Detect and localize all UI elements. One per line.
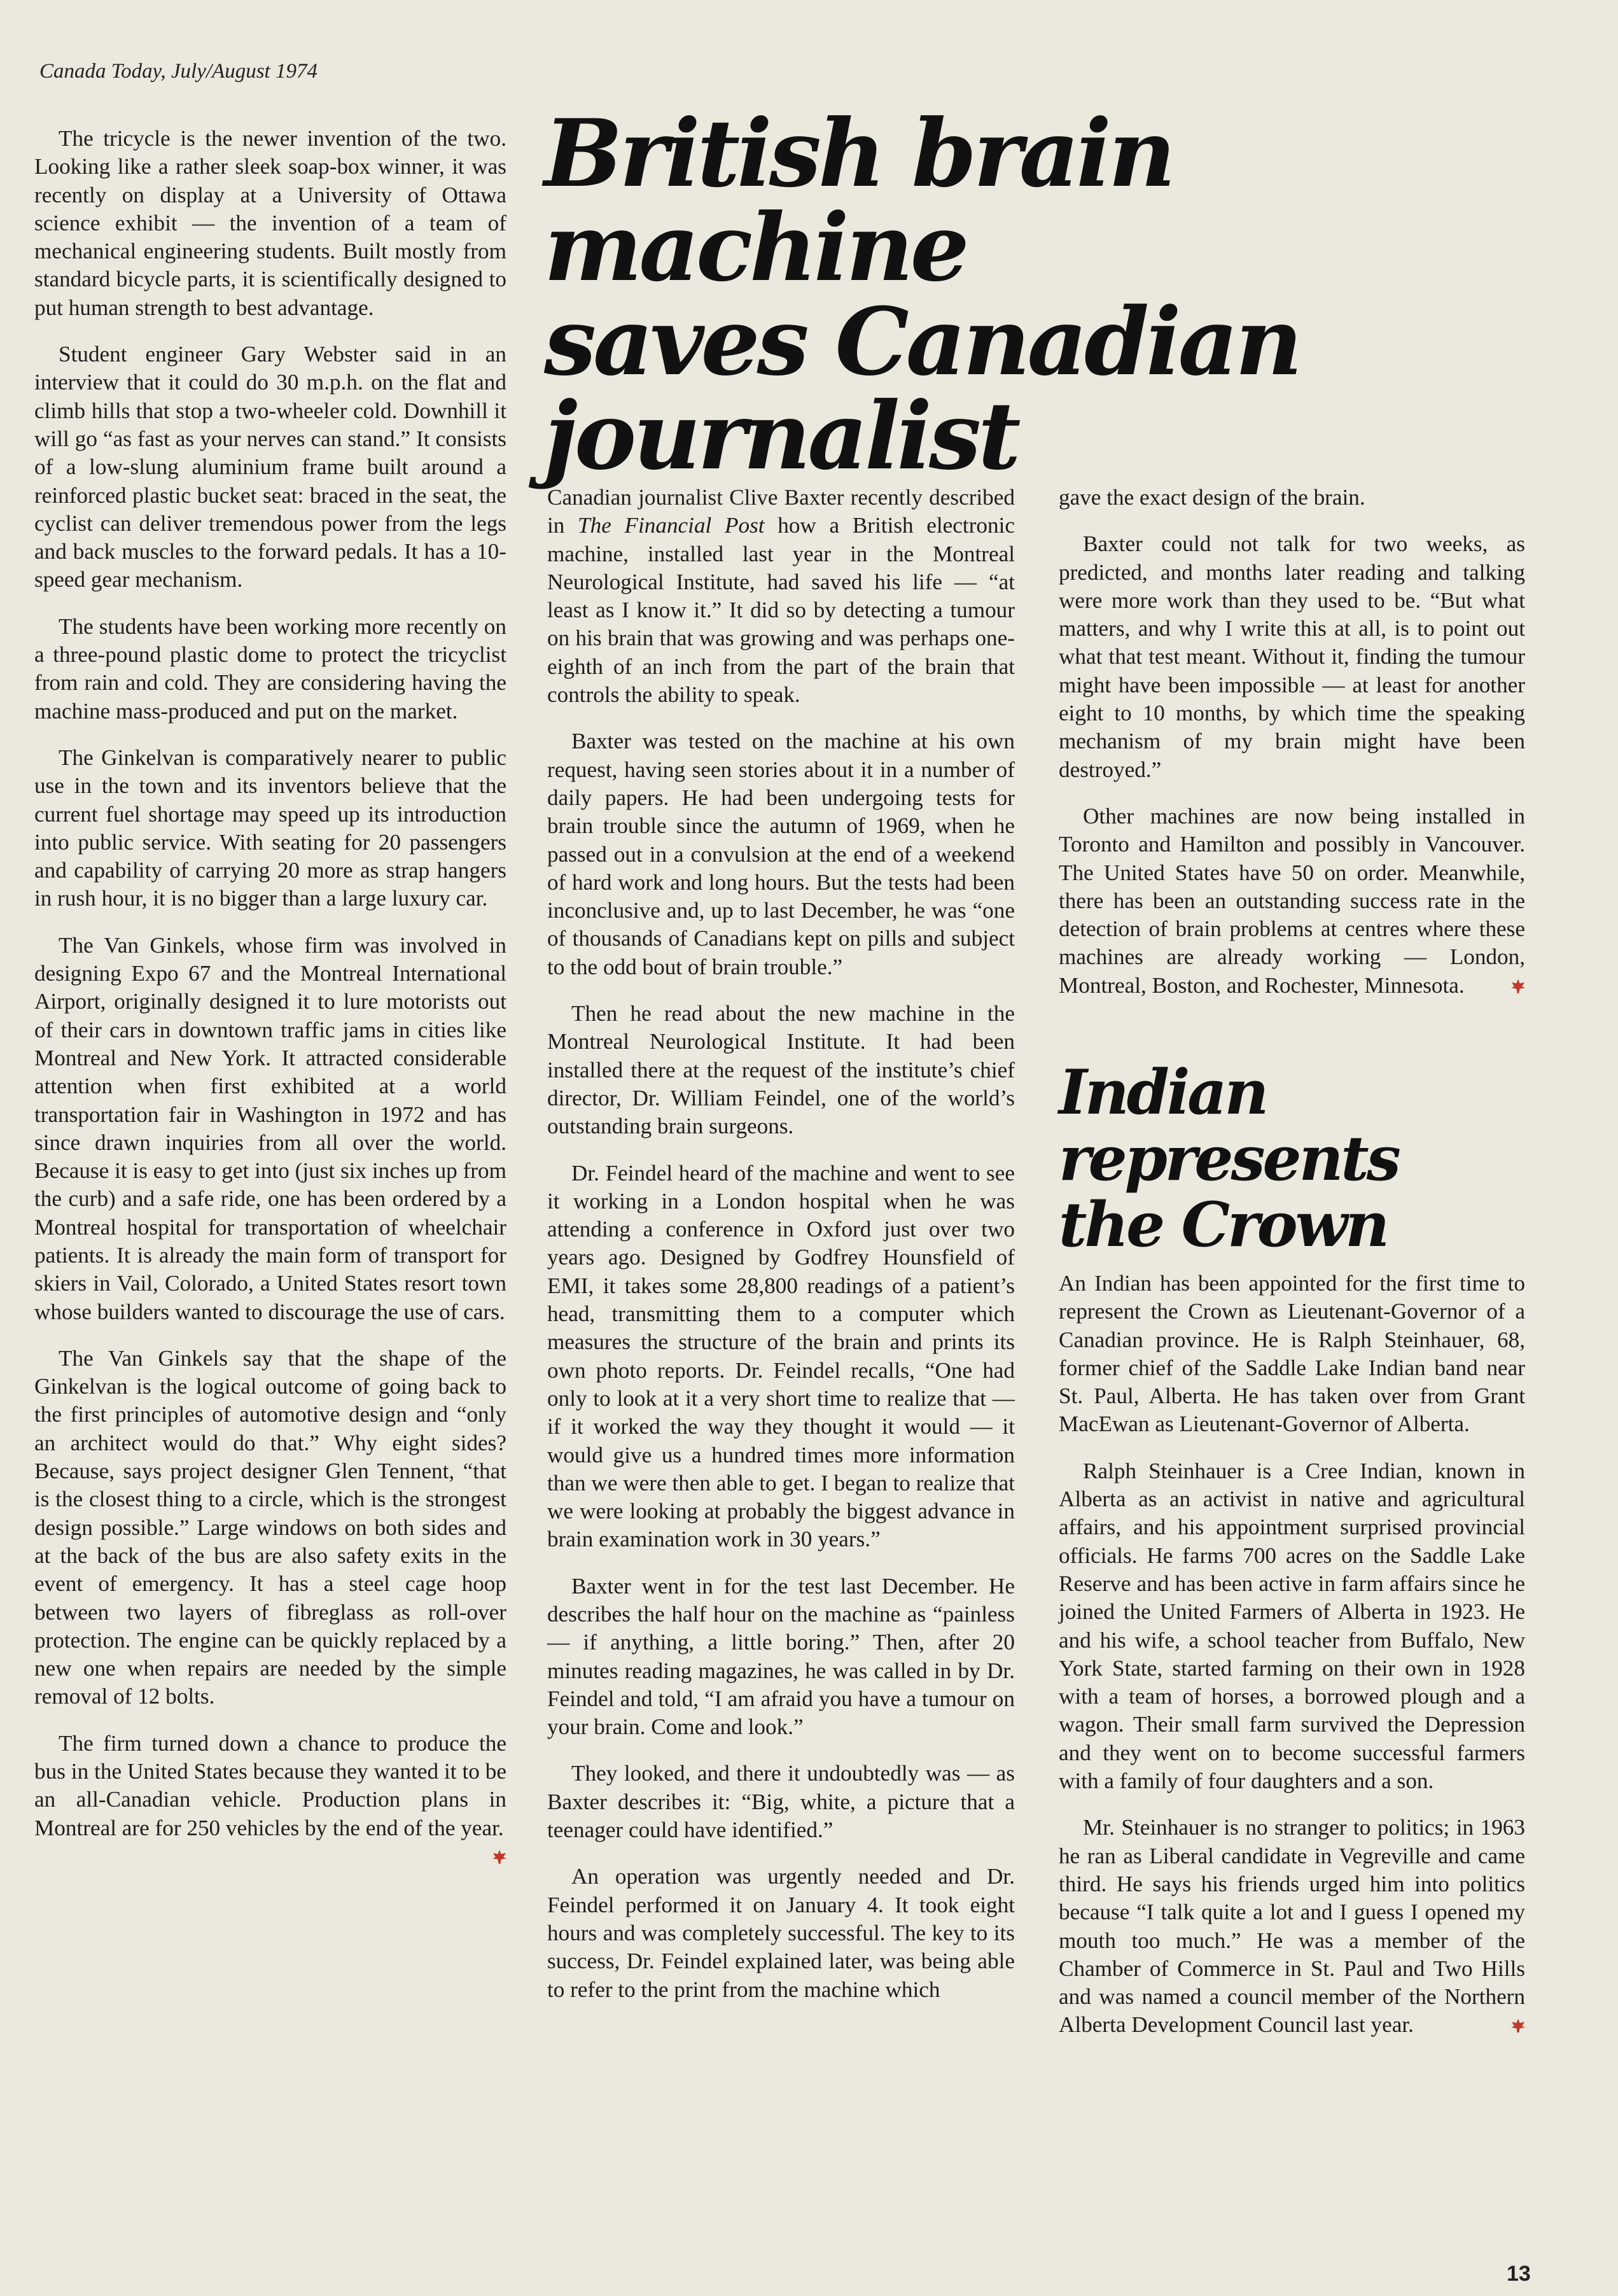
page-number: 13	[1507, 2262, 1531, 2286]
paragraph-last	[1059, 802, 1525, 1000]
column-3-top	[1059, 484, 1525, 1000]
paragraph-last	[1059, 1814, 1525, 2039]
paragraph-text: Canadian journalist Clive Baxter recently described in	[547, 485, 1015, 538]
paragraph: The Van Ginkels say that the shape of the Ginkelvan is the logical outcome of going back to the first principles of automotive design and “only an architect would do that.” Why eight sides? Because, says project designer Glen Tennent, “that is the closest thing to a circle, which is the strongest design possible.” Large windows on both sides and at the back of the bus are also safety exits in the event of emergency. It has a steel cage hoop between two layers of fibreglass as roll-over protection. The engine can be quickly replaced by a new one when repairs are needed by the simple removal of 12 bolts.	[34, 1345, 506, 1709]
maple-leaf-icon	[492, 1850, 506, 1864]
paragraph-text: how a British electronic machine, installed last year in the Montreal Neurological Institute, had saved his life — “at least as I know it.” It did so by detecting a tumour on his brain that was growing and was perhaps one-eighth of an inch from the part of the brain that controls the ability to speak.	[547, 513, 1015, 708]
paragraph: Then he read about the new machine in the Montreal Neurological Institute. It had been installed there at the request of the institute’s chief director, Dr. William Feindel, one of the world’s outstanding brain surgeons.	[547, 1001, 1015, 1139]
column-1	[34, 125, 506, 1864]
column-3-bottom	[1059, 1270, 1525, 2040]
headline-line-3: journalist	[544, 382, 1018, 491]
article-headline	[544, 99, 1562, 491]
maple-leaf-icon	[1511, 979, 1525, 993]
maple-leaf-icon	[1511, 2019, 1525, 2033]
paragraph: Ralph Steinhauer is a Cree Indian, known in Alberta as an activist in native and agricultural affairs, and his appointment surprised provincial officials. He farms 700 acres on the Saddle Lake Reserve and has been active in farm affairs since he joined the United Farmers of Alberta in 1923. He and his wife, a school teacher from Buffalo, New York State, started farming on their own in 1928 with a team of horses, a borrowed plough and a wagon. Their small farm survived the Depression and they went on to become successful farmers with a family of four daughters and a son.	[1059, 1458, 1525, 1794]
paragraph: gave the exact design of the brain.	[1059, 485, 1365, 510]
running-head: Canada Today, July/August 1974	[39, 60, 317, 83]
paragraph: The students have been working more recently on a three-pound plastic dome to protect the tricyclist from rain and cold. They are considering having the machine mass-produced and put on the market.	[34, 613, 506, 724]
paragraph-text: Other machines are now being installed in Toronto and Hamilton and possibly in Vancouver. The United States have 50 on order. Meanwhile, there has been an outstanding success rate in the detection of brain problems at centres where these machines are already working — London, Montreal, Boston, and Rochester, Minnesota.	[1059, 803, 1525, 998]
paragraph-text: The firm turned down a chance to produce the bus in the United States because they wanted it to be an all-Canadian vehicle. Production plans in Montreal are for 250 vehicles by the end of the year.	[34, 1730, 506, 1840]
subhead-line-3: the Crown	[1059, 1189, 1388, 1261]
paragraph: The Van Ginkels, whose firm was involved in designing Expo 67 and the Montreal International Airport, originally designed it to lure motorists out of their cars in downtown traffic jams in cities like Montreal and New York. It attracted considerable attention when first exhibited at a world transportation fair in Washington in 1972 and has since drawn inquiries from all over the world. Because it is easy to get into (just six inches up from the curb) and a safe ride, one has been ordered by a Montreal hospital for transportation of wheelchair patients. It is already the main form of transport for skiers in Vail, Colorado, a United States resort town whose builders wanted to discourage the use of cars.	[34, 932, 506, 1324]
paragraph: They looked, and there it undoubtedly was — as Baxter describes it: “Big, white, a picture that a teenager could have identified.”	[547, 1761, 1015, 1843]
paragraph: Dr. Feindel heard of the machine and went to see it working in a London hospital when he was attending a conference in Oxford just over two years ago. Designed by Godfrey Hounsfield of EMI, it takes some 28,800 readings of a patient’s head, transmitting them to a computer which measures the structure of the brain and prints its own photo reports. Dr. Feindel recalls, “One had only to look at it a very short time to realize that — if it worked the way they thought it would — it would give us a hundred times more information than we were then able to get. I began to realize that we were looking at probably the biggest advance in brain examination work in 30 years.”	[547, 1160, 1015, 1552]
publication-title: The Financial Post	[578, 513, 765, 538]
paragraph-text: Mr. Steinhauer is no stranger to politics; in 1963 he ran as Liberal candidate in Vegreville and came third. He says his friends urged him into politics because “I talk quite a lot and I guess I opened my mouth too much.” He was a member of the Chamber of Commerce in St. Paul and Two Hills and was named a council member of the Northern Alberta Development Council last year.	[1059, 1815, 1525, 2038]
paragraph: The tricycle is the newer invention of the two. Looking like a rather sleek soap-box winner, it was recently on display at a University of Ottawa science exhibit — the invention of a team of mechanical engineering students. Built mostly from standard bicycle parts, it is scientifically designed to put human strength to best advantage.	[34, 126, 506, 320]
paragraph: Baxter went in for the test last December. He describes the half hour on the machine as “painless — if anything, a little boring.” Then, after 20 minutes reading magazines, he was called in by Dr. Feindel and told, “I am afraid you have a tumour on your brain. Come and look.”	[547, 1573, 1015, 1740]
subhead-line-1: Indian	[1059, 1056, 1267, 1128]
headline-line-1: British brain machine	[544, 99, 1173, 302]
paragraph: Student engineer Gary Webster said in an interview that it could do 30 m.p.h. on the flat and climb hills that stop a two-wheeler cold. Downhill it will go “as fast as your nerves can stand.” It consists of a low-slung aluminium frame built around a reinforced plastic bucket seat: braced in the seat, the cyclist can deliver tremendous power from the legs and back muscles to the forward pedals. It has a 10-speed gear mechanism.	[34, 342, 506, 592]
paragraph-lead: An Indian has been appointed for the first time to represent the Crown as Lieutenant-Governor of a Canadian province. He is Ralph Steinhauer, 68, former chief of the Saddle Lake Indian band near St. Paul, Alberta. He has taken over from Grant MacEwan as Lieutenant-Governor of Alberta.	[1059, 1271, 1525, 1437]
paragraph-last	[34, 1730, 506, 1842]
subhead-line-2: represents	[1059, 1123, 1398, 1194]
headline-line-2: saves Canadian	[544, 288, 1300, 396]
paragraph: Baxter could not talk for two weeks, as predicted, and months later reading and talking were more work than they used to be. “But what matters, and why I write this at all, is to point out what that test meant. Without it, finding the tumour might have been impossible — at least for another eight to 10 months, by which time the speaking mechanism of my brain might have been destroyed.”	[1059, 531, 1525, 782]
paragraph: The Ginkelvan is comparatively nearer to public use in the town and its inventors believe that the current fuel shortage may speed up its introduction into public service. With seating for 20 passengers and capability of carrying 20 more as strap hangers in rush hour, it is no bigger than a large luxury car.	[34, 745, 506, 911]
section-headline	[1059, 1056, 1542, 1261]
paragraph: An operation was urgently needed and Dr. Feindel performed it on January 4. It took eight hours and was completely successful. The key to its success, Dr. Feindel explained later, was being able to refer to the print from the machine which	[547, 1864, 1015, 2002]
paragraph: Baxter was tested on the machine at his own request, having seen stories about it in a number of daily papers. He had been undergoing tests for brain trouble since the autumn of 1969, when he passed out in a convulsion at the end of a weekend of hard work and long hours. But the tests had been inconclusive and, up to last December, he was “one of thousands of Canadians kept on pills and subject to the odd bout of brain trouble.”	[547, 729, 1015, 979]
column-2	[547, 484, 1015, 2004]
paragraph-lead	[547, 484, 1015, 709]
